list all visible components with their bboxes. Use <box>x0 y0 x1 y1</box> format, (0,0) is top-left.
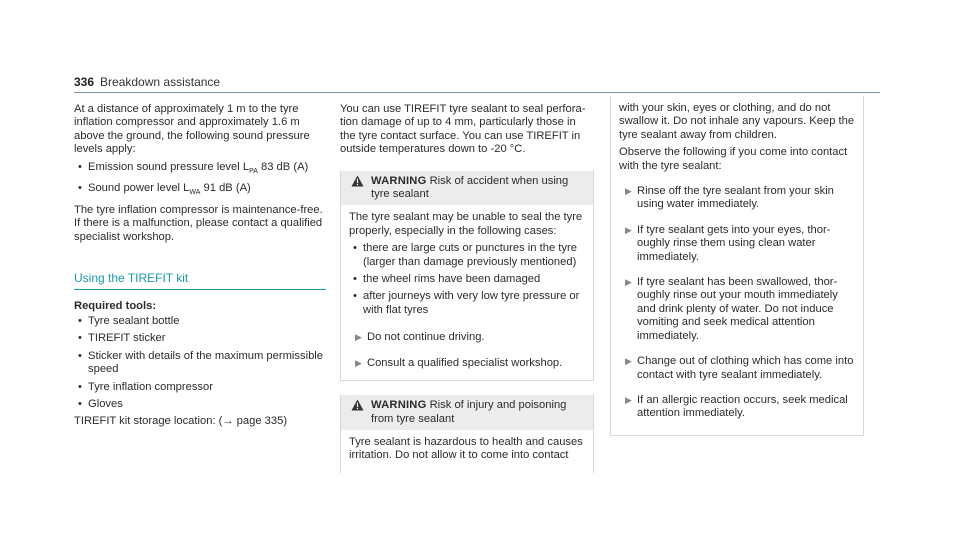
list-item: • there are large cuts or punctures in the tyre (larger than damage previously mentioned) <box>353 242 577 268</box>
bullet-icon: • <box>78 397 82 410</box>
warning-body: The tyre sealant may be unable to seal the tyre properly, especially in the following cases: • there are large cuts or punctures in the tyre (larger than damage previously mentioned) • the wheel rims have been damaged • after journeys with very low tyre pressure or with flat tyres ▶ Do not continue driving. ▶ Consult a qualified specialist workshop. <box>341 205 593 380</box>
sound-levels-list <box>74 161 326 200</box>
action-arrow-icon: ▶ <box>355 332 362 343</box>
bullet-icon: • <box>78 380 82 393</box>
action-item: ▶ If tyre sealant gets into your eyes, thoroughly rinse them using clean water immediately. <box>625 223 831 263</box>
column-3 <box>610 96 864 436</box>
tools-list <box>74 315 326 411</box>
action-item: ▶ Do not continue driving. <box>355 331 485 344</box>
sealant-intro: You can use TIREFIT tyre sealant to seal perforation damage of up to 4 mm, particularly those in the tyre contact surface. You can use TIREFIT in outside temperatures down to -20 °C. <box>340 103 586 156</box>
action-arrow-icon: ▶ <box>625 277 632 288</box>
page-header <box>74 76 880 92</box>
column-1 <box>74 103 326 433</box>
warning-title: Risk of accident when using tyre sealant <box>371 174 569 201</box>
action-item: ▶ Change out of clothing which has come into contact with tyre sealant immediately. <box>625 355 854 381</box>
page-section-title: Breakdown assistance <box>100 75 221 89</box>
observe-note: Observe the following if you come into contact with the tyre sealant: <box>619 146 848 172</box>
action-arrow-icon: ▶ <box>625 186 632 197</box>
bullet-icon: • <box>78 349 82 362</box>
action-item: ▶ Consult a qualified specialist workshop. <box>355 356 563 369</box>
bullet-icon: • <box>353 242 357 255</box>
cases-list <box>349 242 585 317</box>
bullet-icon: • <box>78 182 82 195</box>
list-item: • Sound power level $L_{WA}$ 91 dB (A) <box>78 182 251 197</box>
column-2 <box>340 103 594 473</box>
warning-label: WARNING <box>371 174 427 187</box>
page-number: 336 <box>74 75 95 89</box>
sound-intro: At a distance of approximately 1 m to the tyre inflation compressor and approximately 1.6 m above the ground, the following sound pressure levels apply: <box>74 103 310 156</box>
maintenance-note: The tyre inflation compressor is maintenance-free. If there is a malfunction, please contact a qualified specialist workshop. <box>74 203 323 243</box>
action-item: ▶ If an allergic reaction occurs, seek medical attention immediately. <box>625 393 848 420</box>
action-item: ▶ If tyre sealant has been swallowed, thoroughly rinse out your mouth immediately and drink plenty of water. Do not induce vomiting and seek medical attention immediately. <box>625 276 838 342</box>
bullet-icon: • <box>78 332 82 345</box>
bullet-icon: • <box>78 160 82 173</box>
bullet-icon: • <box>78 314 82 327</box>
list-item: • Tyre inflation compressor <box>78 380 213 393</box>
list-item: • after journeys with very low tyre pressure or with flat tyres <box>353 290 580 316</box>
warning-body <box>611 96 863 435</box>
action-arrow-icon: ▶ <box>355 357 362 368</box>
list-item: • the wheel rims have been damaged <box>353 273 541 286</box>
action-arrow-icon: ▶ <box>625 394 632 405</box>
warning-header <box>341 171 593 206</box>
warning-body: Tyre sealant is hazardous to health and causes irritation. Do not allow it to come into contact <box>349 435 583 462</box>
action-arrow-icon: ▶ <box>625 224 632 235</box>
action-arrow-icon: ▶ <box>625 356 632 367</box>
warning-box-continued <box>610 96 864 436</box>
warning-triangle-icon <box>351 175 364 191</box>
contact-warning: with your skin, eyes or clothing, and do not swallow it. Do not inhale any vapours. Keep the tyre sealant away from children. <box>619 102 855 141</box>
list-item: • TIREFIT sticker <box>78 332 166 345</box>
action-item: ▶ Rinse off the tyre sealant from your skin using water immediately. <box>625 185 834 211</box>
warning-title: Risk of injury and poisoning from tyre sealant <box>371 399 567 425</box>
list-item: • Sticker with details of the maximum permissible speed <box>78 349 324 376</box>
header-divider <box>74 92 880 93</box>
list-item: • Tyre sealant bottle <box>78 314 180 327</box>
required-tools-label: Required tools: <box>74 299 157 312</box>
bullet-icon: • <box>353 273 357 286</box>
warning-box-accident <box>340 171 594 381</box>
warning-label: WARNING <box>371 399 427 412</box>
bullet-icon: • <box>353 290 357 303</box>
warning-box-injury <box>340 395 594 473</box>
list-item: • Gloves <box>78 397 123 410</box>
warning-triangle-icon <box>351 399 364 415</box>
warning-header <box>341 395 593 430</box>
storage-location: TIREFIT kit storage location: (→ page 335) <box>74 415 288 428</box>
section-title: Using the TIREFIT kit <box>74 272 326 289</box>
list-item: • Emission sound pressure level $L_{PA}$ 83 dB (A) <box>78 160 309 175</box>
